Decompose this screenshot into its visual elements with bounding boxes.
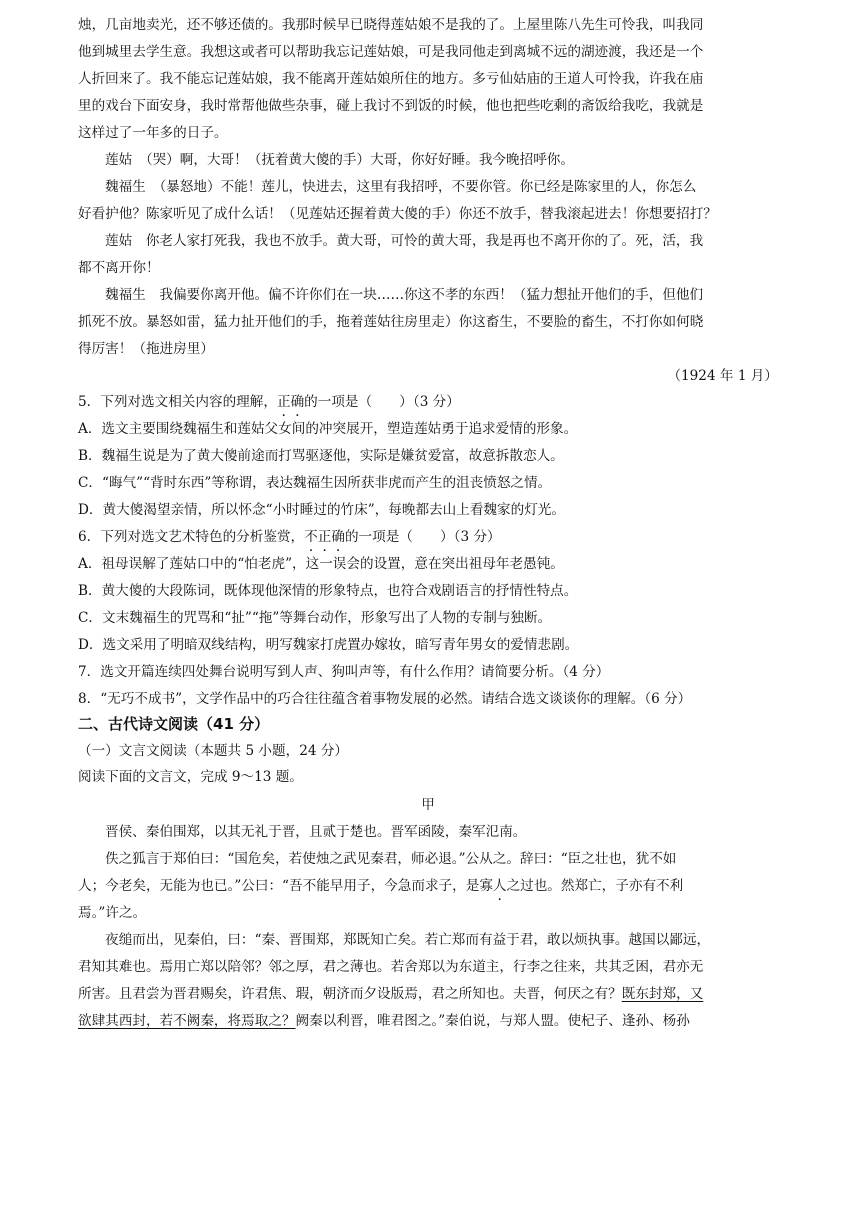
reading-instruction: 阅读下面的文言文，完成 9～13 题。 bbox=[78, 769, 303, 785]
classical-line: 欲肆其西封，若不阙秦，将焉取之？阙秦以利晋，唯君图之。”秦伯说，与郑人盟。使杞子、逢孙、杨孙 bbox=[78, 1013, 690, 1029]
underlined-sentence: 欲肆其西封，若不阙秦，将焉取之？ bbox=[78, 1013, 296, 1029]
classical-line: 人；今老矣，无能为也已。”公曰：“吾不能早用子，今急而求子，是寡人之过也。然郑亡，子亦有不利 bbox=[78, 878, 684, 894]
classical-line: 夜缒而出，见秦伯，曰：“秦、晋围郑，郑既知亡矣。若亡郑而有益于君，敢以烦执事。越国以鄙远， bbox=[105, 932, 711, 948]
subsection-title: （一）文言文阅读（本题共 5 小题，24 分） bbox=[78, 743, 349, 759]
passage-line: 抓死不放。暴怒如雷，猛力扯开他们的手，拖着莲姑往房里走）你这畜生，不要脸的畜生，不打你如何晓 bbox=[78, 314, 704, 330]
passage-line: 魏福生 （暴怒地）不能！莲儿，快进去，这里有我招呼，不要你管。你已经是陈家里的人，你怎么 bbox=[105, 179, 697, 195]
question-5-stem: 5．下列对选文相关内容的理解，正确的一项是（ ）（3 分） bbox=[78, 394, 460, 410]
question-6-option-d: D．选文采用了明暗双线结构，明写魏家打虎置办嫁妆，暗写青年男女的爱情悲剧。 bbox=[78, 637, 579, 653]
question-5-option-d: D．黄大傻渴望亲情，所以怀念“小时睡过的竹床”，每晚都去山上看魏家的灯光。 bbox=[78, 502, 565, 518]
underlined-sentence: 既东封郑，又 bbox=[621, 986, 704, 1002]
classical-line: 焉。”许之。 bbox=[78, 905, 147, 921]
passage-heading: 甲 bbox=[421, 797, 435, 813]
question-6-option-b: B．黄大傻的大段陈词，既体现他深情的形象特点，也符合戏剧语言的抒情性特点。 bbox=[78, 583, 578, 599]
classical-line: 君知其难也。焉用亡郑以陪邻？邻之厚，君之薄也。若舍郑以为东道主，行李之往来，共其乏困，君亦无 bbox=[78, 959, 704, 975]
question-6-option-c: C．文末魏福生的咒骂和“扯”“拖”等舞台动作，形象写出了人物的专制与独断。 bbox=[78, 610, 552, 626]
passage-line: 里的戏台下面安身，我时常帮他做些杂事，碰上我讨不到饭的时候，他也把些吃剩的斋饭给我吃，我就是 bbox=[78, 98, 704, 114]
passage-line: 人折回来了。我不能忘记莲姑娘，我不能离开莲姑娘所住的地方。多亏仙姑庙的王道人可怜我，许我在庙 bbox=[78, 71, 704, 87]
passage-line: 莲姑 （哭）啊，大哥！（抚着黄大傻的手）大哥，你好好睡。我今晚招呼你。 bbox=[105, 152, 574, 168]
passage-line: 得厉害！（拖进房里） bbox=[78, 341, 214, 357]
passage-line: 好看护他？陈家听见了成什么话！（见莲姑还握着黄大傻的手）你还不放手，替我滚起进去！你想要招打？ bbox=[78, 206, 717, 222]
passage-line: 烛，几亩地卖光，还不够还债的。我那时候早已晓得莲姑娘不是我的了。上屋里陈八先生可怜我，叫我同 bbox=[78, 17, 704, 33]
question-6-option-a: A．祖母误解了莲姑口中的“怕老虎”，这一误会的设置，意在突出祖母年老愚钝。 bbox=[78, 556, 564, 572]
section-title: 二、古代诗文阅读（41 分） bbox=[78, 715, 270, 733]
passage-line: 魏福生 我偏要你离开他。偏不许你们在一块……你这不孝的东西！（猛力想扯开他们的手，但他们 bbox=[105, 287, 704, 303]
question-5-option-b: B．魏福生说是为了黄大傻前途而打骂驱逐他，实际是嫌贫爱富，故意拆散恋人。 bbox=[78, 448, 564, 464]
passage-line: 这样过了一年多的日子。 bbox=[78, 125, 228, 141]
question-5-option-a: A．选文主要围绕魏福生和莲姑父女间的冲突展开，塑造莲姑勇于追求爱情的形象。 bbox=[78, 421, 578, 437]
passage-line: 都不离开你！ bbox=[78, 260, 160, 276]
classical-line: 晋侯、秦伯围郑，以其无礼于晋，且贰于楚也。晋军函陵，秦军氾南。 bbox=[105, 824, 527, 840]
question-8: 8．“无巧不成书”，文学作品中的巧合往往蕴含着事物发展的必然。请结合选文谈谈你的理解。（6 分） bbox=[78, 691, 692, 707]
question-6-stem: 6．下列对选文艺术特色的分析鉴赏，不正确的一项是（ ）（3 分） bbox=[78, 529, 501, 545]
question-5-option-c: C．“晦气”“背时东西”等称谓，表达魏福生因所获非虎而产生的沮丧愤怒之情。 bbox=[78, 475, 552, 491]
classical-line: 佚之狐言于郑伯曰：“国危矣，若使烛之武见秦君，师必退。”公从之。辞曰：“臣之壮也，犹不如 bbox=[105, 851, 677, 867]
passage-line: 他到城里去学生意。我想这或者可以帮助我忘记莲姑娘，可是我同他走到离城不远的湖迹渡，我还是一个 bbox=[78, 44, 704, 60]
question-7: 7．选文开篇连续四处舞台说明写到人声、狗叫声等，有什么作用？请简要分析。（4 分） bbox=[78, 664, 610, 680]
classical-line: 所害。且君尝为晋君赐矣，许君焦、瑕，朝济而夕设版焉，君之所知也。夫晋，何厌之有？既东封郑，又 bbox=[78, 986, 704, 1002]
passage-date: （1924 年 1 月） bbox=[667, 368, 778, 384]
passage-line: 莲姑 你老人家打死我，我也不放手。黄大哥，可怜的黄大哥，我是再也不离开你的了。死，活，我 bbox=[105, 233, 704, 249]
